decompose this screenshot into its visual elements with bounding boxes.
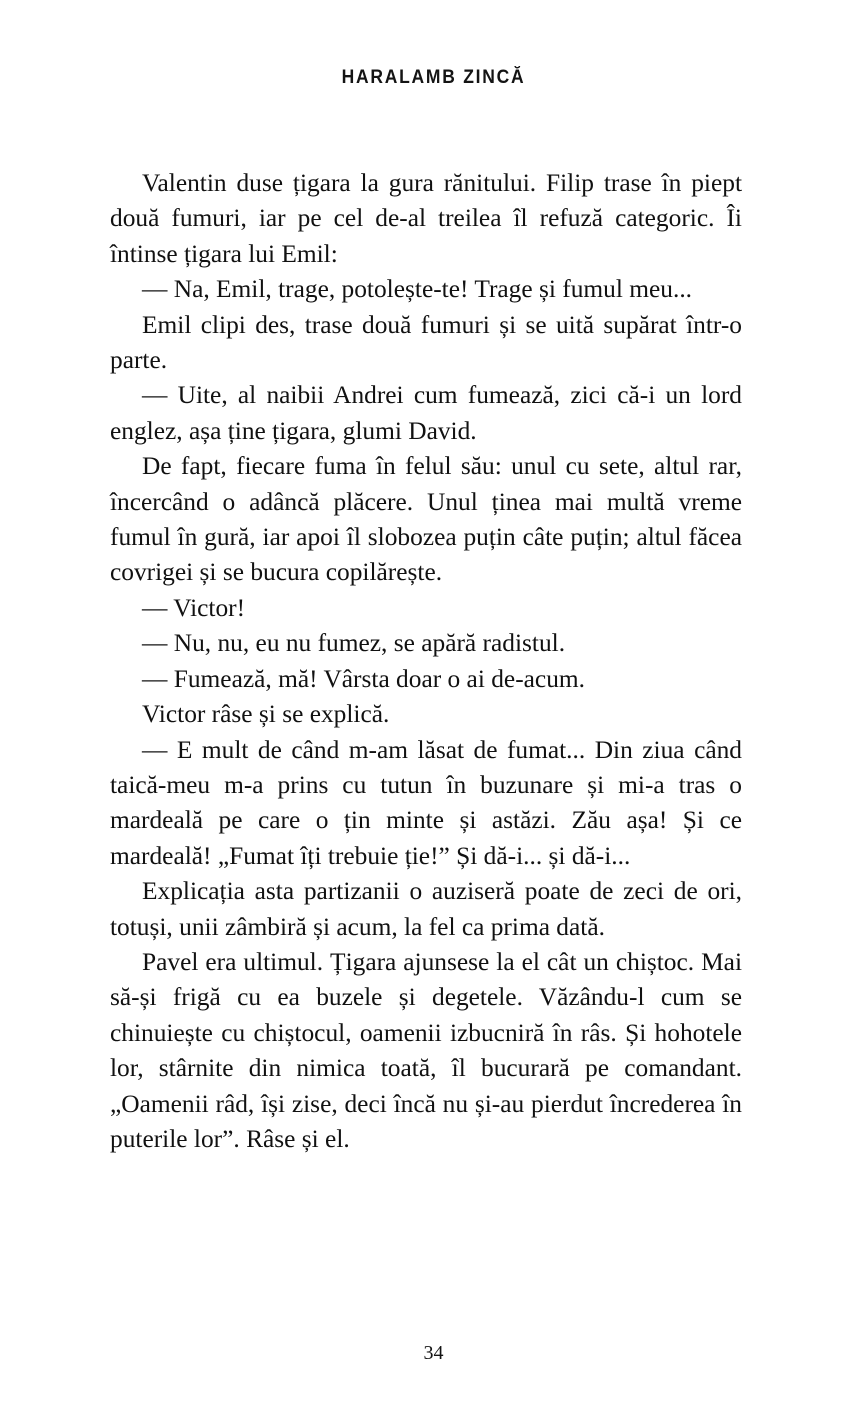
paragraph: — Nu, nu, eu nu fumez, se apără radistul. xyxy=(142,629,566,658)
running-head-author: HARALAMB ZINCĂ xyxy=(341,67,526,88)
paragraph: Pavel era ultimul. Țigara ajunsese la el cât un chiștoc. Mai să-și frigă cu ea buzele și degetele. Văzându-l cum se chinuiește cu chiștocul, oamenii izbucniră în râs. Și hohotele lor, stârnite din nimica toată, îl bucurară pe comandant. „Oamenii râd, își zise, deci încă nu și-au pierdut încrederea în puterile lor”. Râse și el. xyxy=(110,947,742,1153)
paragraph: — Victor! xyxy=(142,593,246,622)
page-number: 34 xyxy=(423,1342,444,1364)
paragraph: — Na, Emil, trage, potolește-te! Trage și fumul meu... xyxy=(142,275,693,304)
paragraph: Victor râse și se explică. xyxy=(142,700,390,729)
paragraph: Emil clipi des, trase două fumuri și se uită supărat într-o parte. xyxy=(110,310,742,375)
body-text-block xyxy=(110,166,742,1157)
paragraph: De fapt, fiecare fuma în felul său: unul cu sete, altul rar, încercând o adâncă plăcere. Unul ținea mai multă vreme fumul în gură, iar apoi îl slobozea puțin câte puțin; altul făcea covrigei și se bucura copilărește. xyxy=(110,452,742,587)
paragraph: Explicația asta partizanii o auziseră poate de zeci de ori, totuși, unii zâmbiră și acum, la fel ca prima dată. xyxy=(110,877,742,941)
paragraph: — Uite, al naibii Andrei cum fumează, zici că-i un lord englez, așa ține țigara, glumi David. xyxy=(110,381,742,445)
paragraph: — Fumează, mă! Vârsta doar o ai de-acum. xyxy=(142,664,585,693)
paragraph: Valentin duse țigara la gura rănitului. Filip trase în piept două fumuri, iar pe cel de-al treilea îl refuză categoric. Îi întinse țigara lui Emil: xyxy=(110,169,742,268)
paragraph: — E mult de când m-am lăsat de fumat... Din ziua când taică-meu m-a prins cu tutun în buzunare și mi-a tras o mardeală pe care o țin minte și astăzi. Zău așa! Și ce mardeală! „Fumat îți trebuie ție!” Și dă-i... și dă-i... xyxy=(110,735,742,870)
